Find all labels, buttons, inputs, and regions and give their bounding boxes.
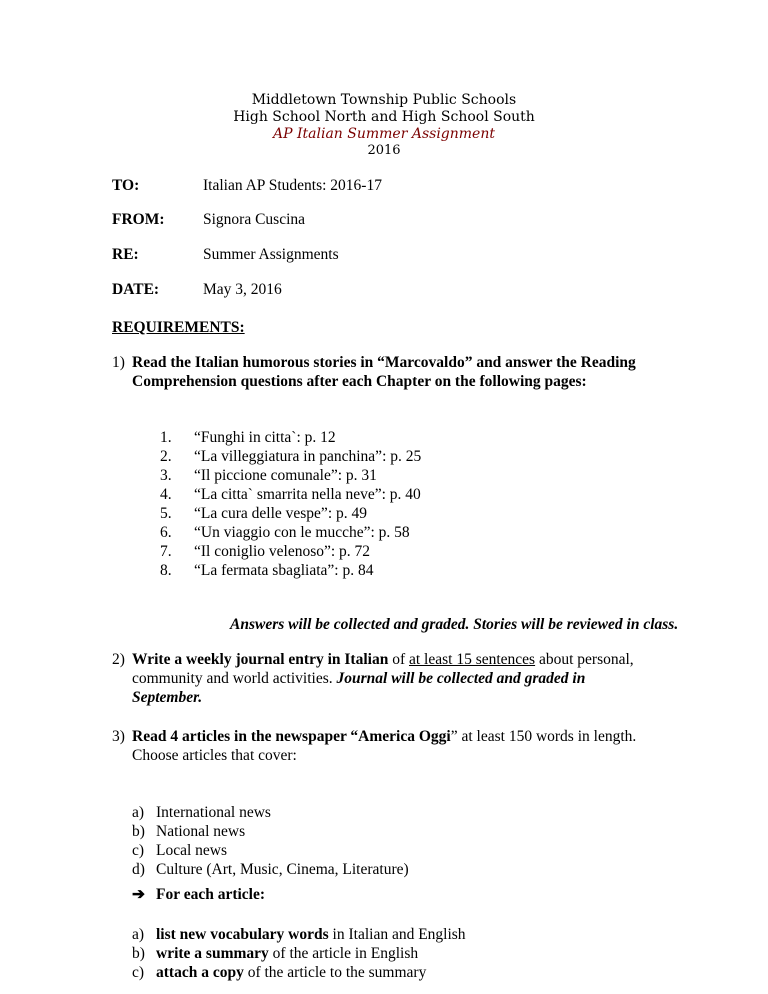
item-1-line2: Comprehension questions after each Chapter on the following pages: <box>132 373 587 390</box>
list-item: b) write a summary of the article in English <box>132 945 419 962</box>
stories-note: Answers will be collected and graded. Stories will be reviewed in class. <box>230 616 679 633</box>
list-item: a) list new vocabulary words in Italian and English <box>132 926 466 943</box>
item-1-line1: Read the Italian humorous stories in “Marcovaldo” and answer the Reading <box>132 354 636 371</box>
item-1-number: 1) <box>112 354 125 371</box>
item-2-text: Write a weekly journal entry in Italian of at least 15 sentences about personal, community and world activities. Journal will be collected and graded in September. <box>132 651 634 706</box>
item-3-line2: Choose articles that cover: <box>132 747 297 764</box>
tasks-list <box>132 925 466 982</box>
list-item: c) Local news <box>132 842 228 859</box>
list-item: c) attach a copy of the article to the summary <box>132 964 427 981</box>
list-item: b) National news <box>132 823 246 840</box>
from-value: Signora Cuscina <box>203 211 306 228</box>
assignment-title: AP Italian Summer Assignment <box>273 126 495 142</box>
re-label: RE: <box>112 246 139 263</box>
schools-title: High School North and High School South <box>233 109 535 125</box>
item-1-text <box>132 353 672 391</box>
arrow-right-icon: ➔ <box>132 886 145 903</box>
re-value: Summer Assignments <box>203 246 339 263</box>
year-title: 2016 <box>367 143 401 158</box>
item-2-journal-note: Journal will be collected and graded in <box>336 670 586 687</box>
list-item: 4. “La citta` smarrita nella neve”: p. 40 <box>160 486 421 503</box>
item-3-bold-start: Read 4 articles in the newspaper “America Oggi <box>132 728 451 745</box>
to-value: Italian AP Students: 2016-17 <box>203 177 382 194</box>
item-2-underlined: at least 15 sentences <box>408 651 536 668</box>
list-item: a) International news <box>132 804 271 821</box>
list-item: 5. “La cura delle vespe”: p. 49 <box>160 505 367 522</box>
list-item: 3. “Il piccione comunale”: p. 31 <box>160 467 377 484</box>
list-item: 1. “Funghi in citta`: p. 12 <box>160 429 336 446</box>
requirements-heading: REQUIREMENTS: <box>112 319 245 336</box>
article-topics-list <box>132 803 409 879</box>
list-item: 8. “La fermata sbagliata”: p. 84 <box>160 562 374 579</box>
item-2-number: 2) <box>112 651 125 668</box>
list-item: 6. “Un viaggio con le mucche”: p. 58 <box>160 524 410 541</box>
list-item: d) Culture (Art, Music, Cinema, Literature) <box>132 861 409 878</box>
item-3-text: Read 4 articles in the newspaper “America Oggi” at least 150 words in length. Choose articles that cover: <box>132 727 672 765</box>
list-item: 2. “La villeggiatura in panchina”: p. 25 <box>160 448 422 465</box>
item-3-number: 3) <box>112 728 125 745</box>
date-value: May 3, 2016 <box>203 281 282 298</box>
item-2-bold-start: Write a weekly journal entry in Italian <box>132 651 389 668</box>
from-label: FROM: <box>112 211 165 228</box>
to-label: TO: <box>112 177 140 194</box>
list-item: 7. “Il coniglio velenoso”: p. 72 <box>160 543 371 560</box>
story-list <box>160 428 421 580</box>
for-each-heading: ➔ For each article: <box>132 886 266 903</box>
item-2-journal-note-end: September. <box>132 689 203 706</box>
date-label: DATE: <box>112 281 160 298</box>
district-title: Middletown Township Public Schools <box>251 92 517 108</box>
